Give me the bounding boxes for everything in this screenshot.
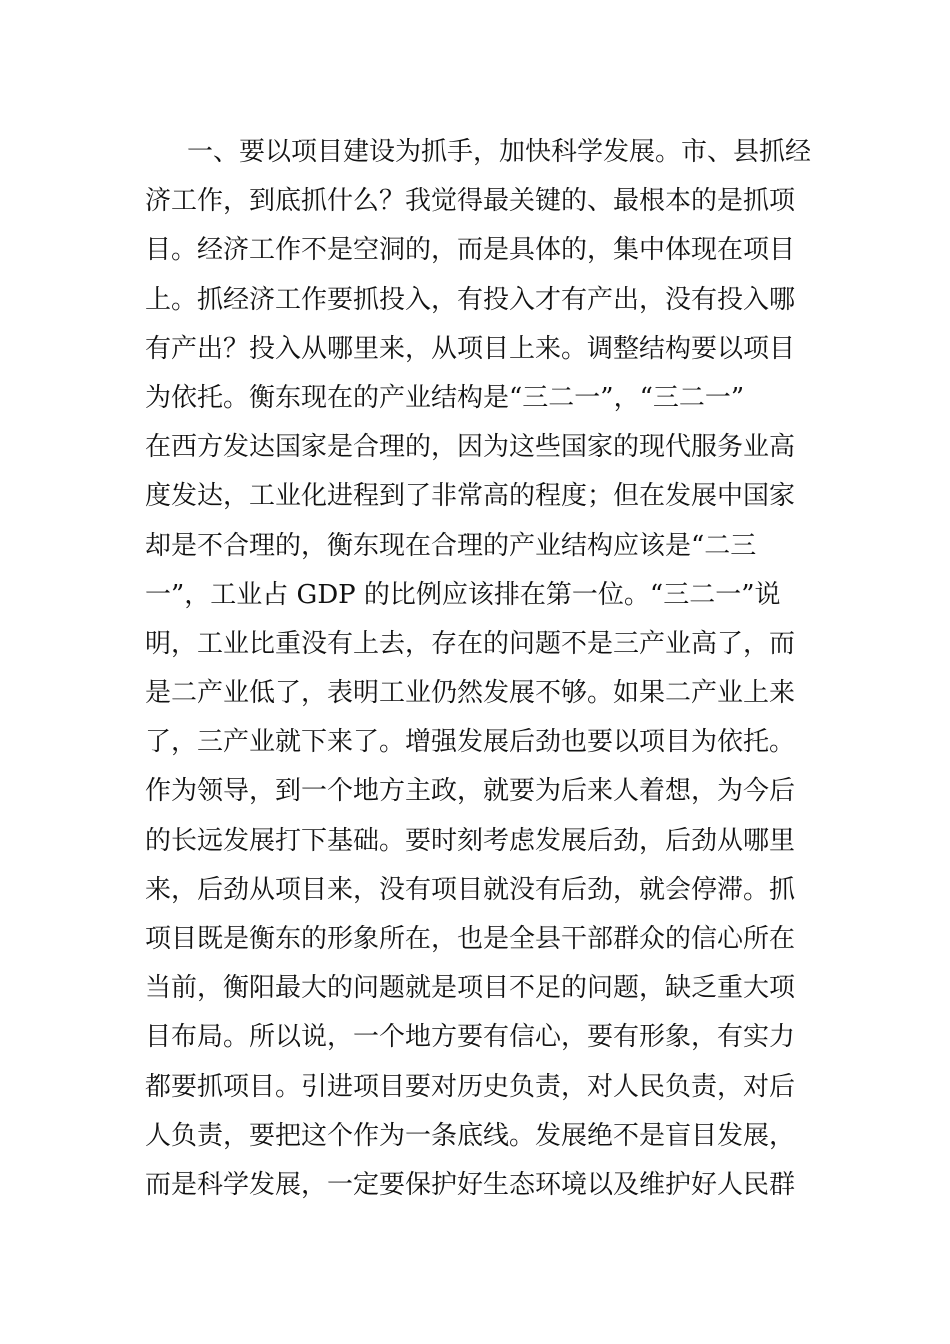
text-line: 度发达，工业化进程到了非常高的程度；但在发展中国家 — [145, 481, 796, 512]
text-line: 上。抓经济工作要抓投入，有投入才有产出，没有投入哪 — [145, 284, 796, 315]
text-line: 项目既是衡东的形象所在，也是全县干部群众的信心所在 — [145, 924, 796, 954]
text-line: 目。经济工作不是空洞的，而是具体的，集中体现在项目 — [145, 235, 796, 266]
text-line: 一”，工业占 GDP 的比例应该排在第一位。“三二一”说 — [145, 579, 781, 610]
text-line: 目布局。所以说，一个地方要有信心，要有形象，有实力 — [145, 1022, 796, 1053]
text-line: 人负责，要把这个作为一条底线。发展绝不是盲目发展， — [145, 1120, 796, 1151]
text-line: 而是科学发展，一定要保护好生态环境以及维护好人民群 — [145, 1169, 796, 1200]
text-line: 的长远发展打下基础。要时刻考虑发展后劲，后劲从哪里 — [145, 825, 796, 856]
text-line: 明，工业比重没有上去，存在的问题不是三产业高了，而 — [145, 628, 796, 659]
text-line: 在西方发达国家是合理的，因为这些国家的现代服务业高 — [145, 432, 796, 463]
text-line: 济工作，到底抓什么？我觉得最关键的、最根本的是抓项 — [145, 186, 796, 217]
text-line: 来，后劲从项目来，没有项目就没有后劲，就会停滞。抓 — [145, 874, 796, 905]
text-line: 却是不合理的，衡东现在合理的产业结构应该是“二三 — [145, 530, 757, 561]
text-line: 了，三产业就下来了。增强发展后劲也要以项目为依托。 — [145, 727, 796, 758]
text-line: 为依托。衡东现在的产业结构是“三二一”，“三二一” — [145, 382, 745, 413]
text-line: 一、要以项目建设为抓手，加快科学发展。市、县抓经 — [187, 137, 812, 167]
text-line: 作为领导，到一个地方主政，就要为后来人着想，为今后 — [145, 776, 796, 807]
text-line: 有产出？投入从哪里来，从项目上来。调整结构要以项目 — [145, 333, 796, 364]
text-line: 都要抓项目。引进项目要对历史负责，对人民负责，对后 — [145, 1071, 796, 1102]
text-line: 是二产业低了，表明工业仍然发展不够。如果二产业上来 — [145, 678, 796, 709]
text-line: 当前，衡阳最大的问题就是项目不足的问题，缺乏重大项 — [145, 973, 796, 1004]
body-paragraph — [145, 128, 815, 1210]
